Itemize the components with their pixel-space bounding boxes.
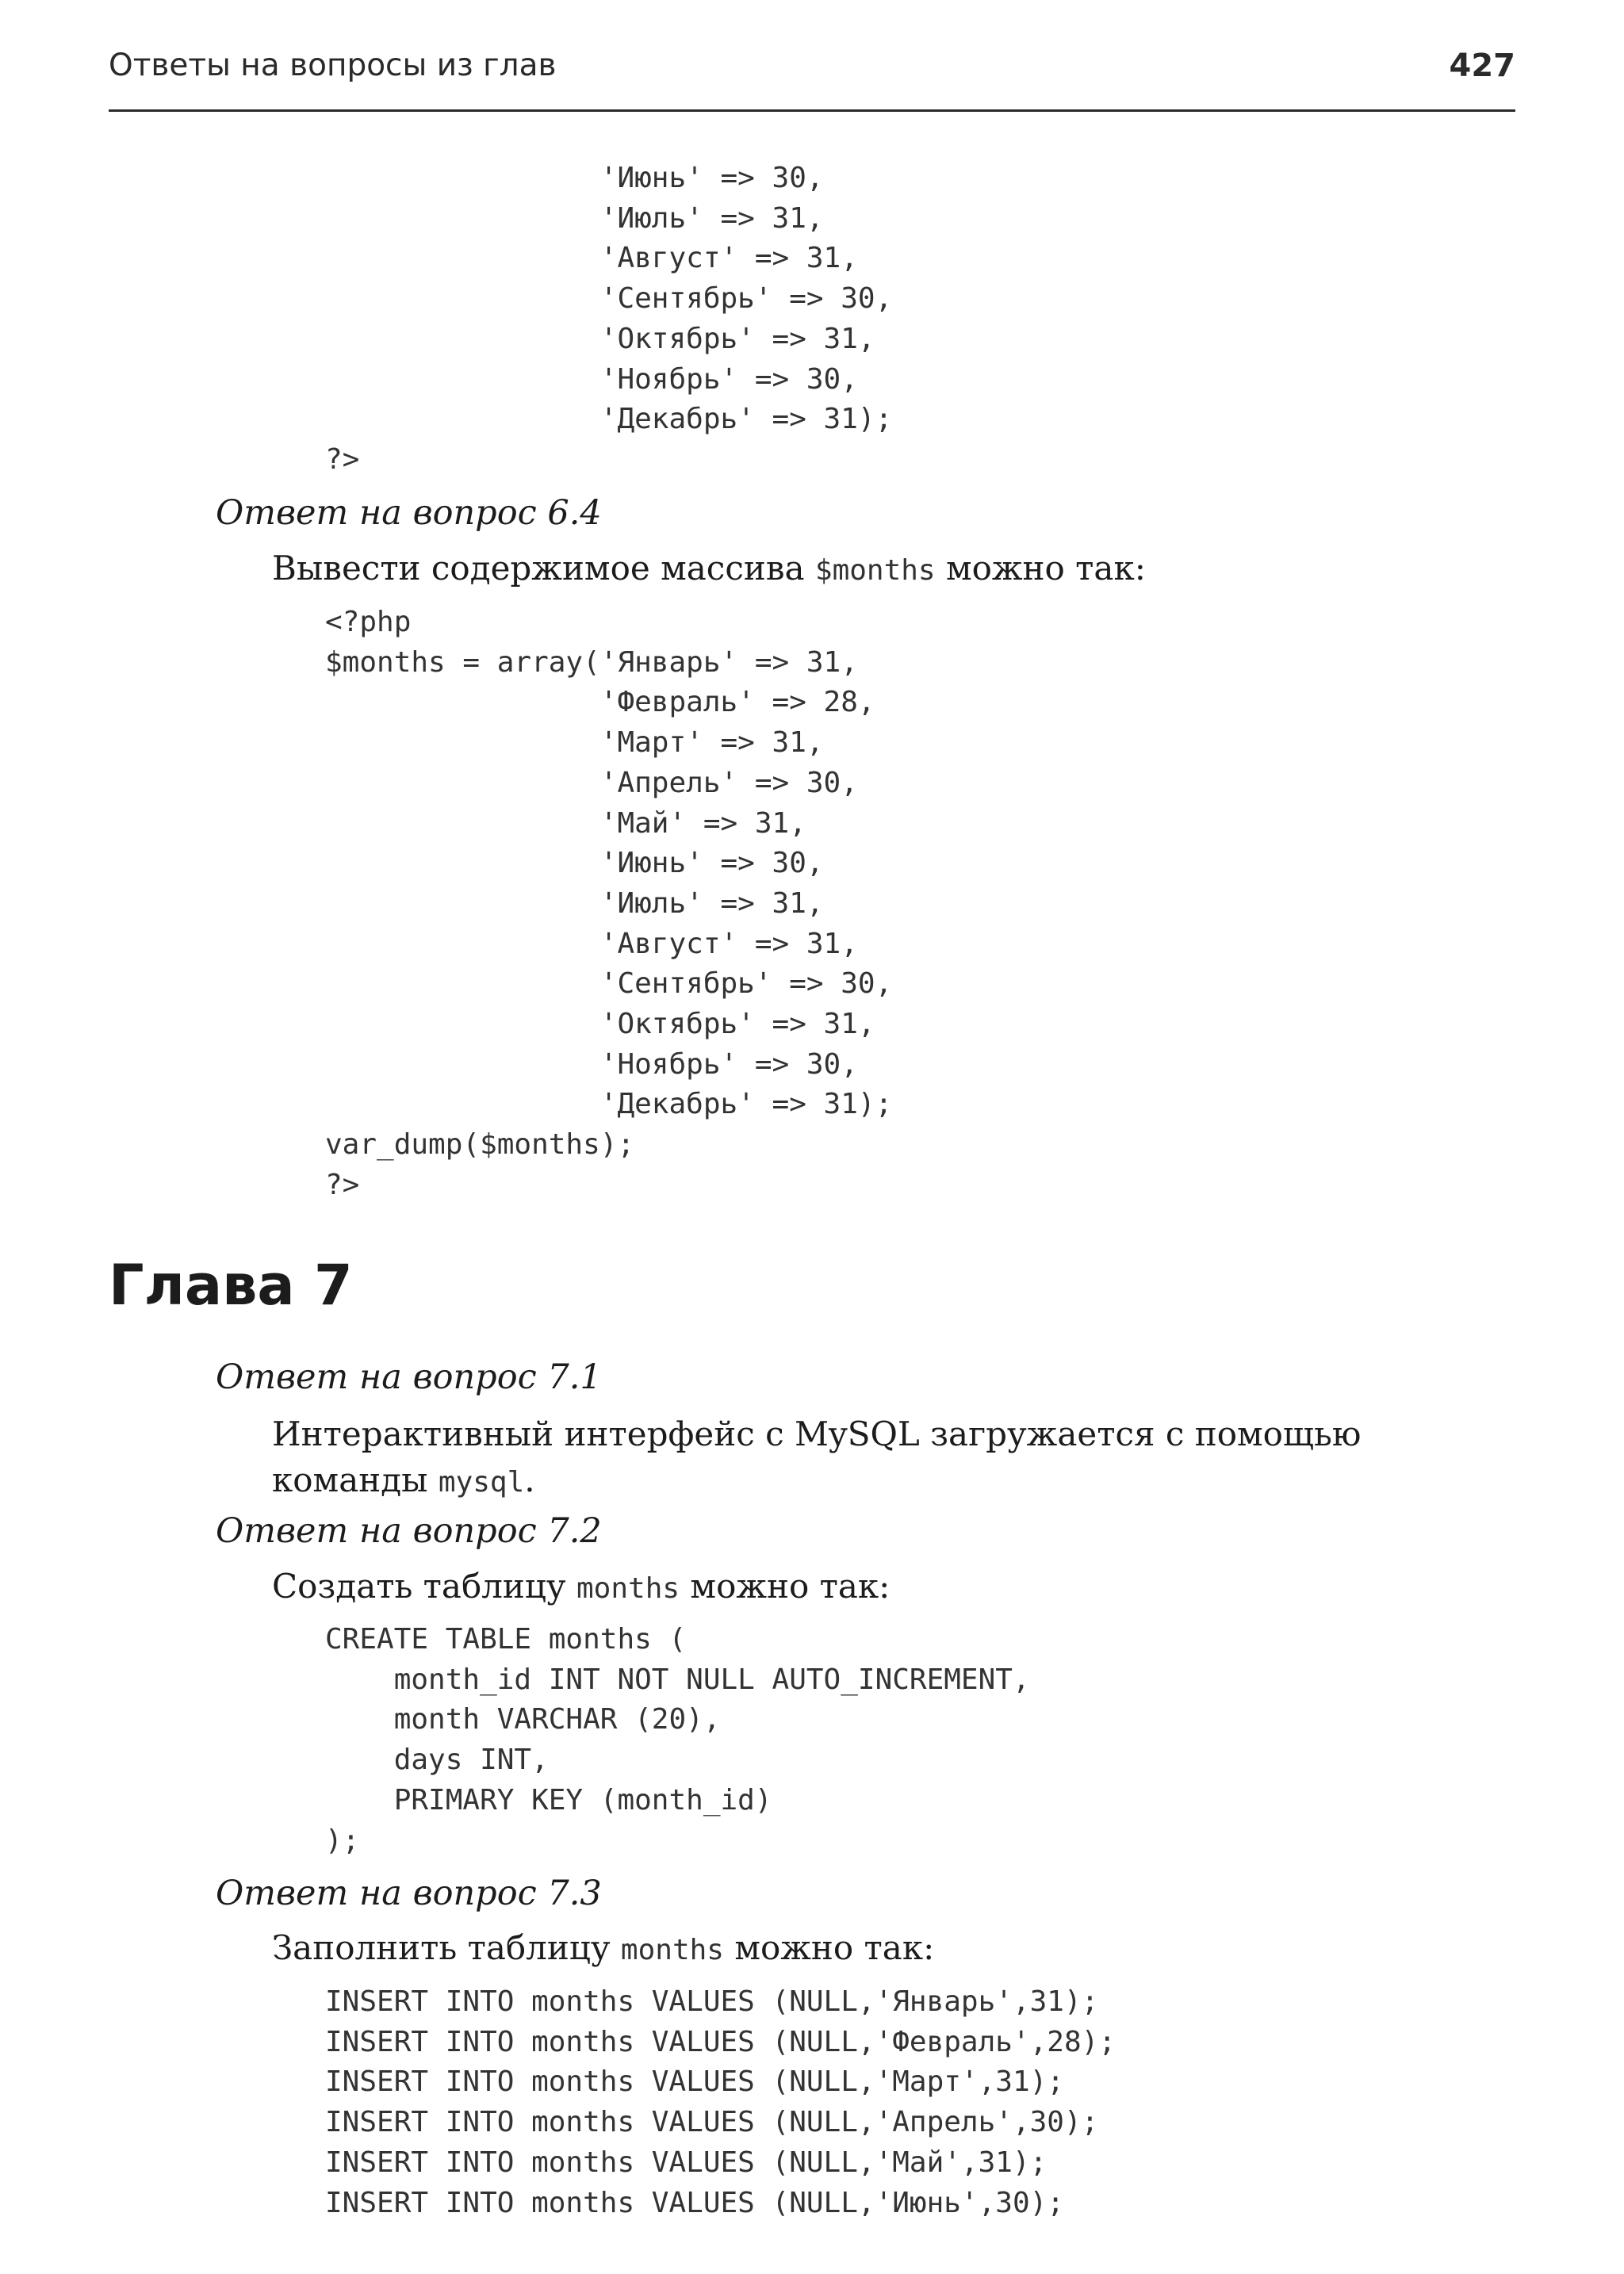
chapter-heading: Глава 7 <box>109 1253 353 1318</box>
running-title: Ответы на вопросы из глав <box>109 48 557 83</box>
answer-6-4-code: <?php $months = array('Январь' => 31, 'Февраль' => 28, 'Март' => 31, 'Апрель' => 30, 'Май' => 31, 'Июнь' => 30, 'Июль' => 31, 'Август' => 31, 'Сентябрь' => 30, 'Октябрь' => 31, 'Ноябрь' => 30, 'Декабрь' => 31); var_dump($months); ?> <box>325 606 893 1201</box>
answer-7-1-text: Интерактивный интерфейс с MySQL загружается с помощью команды mysql. <box>272 1415 1362 1499</box>
answer-7-2-code: CREATE TABLE months ( month_id INT NOT NULL AUTO_INCREMENT, month VARCHAR (20), days INT, PRIMARY KEY (month_id) ); <box>325 1623 1030 1857</box>
answer-7-3-title: Ответ на вопрос 7.3 <box>216 1874 602 1913</box>
answer-6-4-text: Вывести содержимое массива $months можно так: <box>272 549 1146 588</box>
answer-7-3-code: INSERT INTO months VALUES (NULL,'Январь',31); INSERT INTO months VALUES (NULL,'Февраль',28); INSERT INTO months VALUES (NULL,'Март',31); INSERT INTO months VALUES (NULL,'Апрель',30); INSERT INTO months VALUES (NULL,'Май',31); INSERT INTO months VALUES (NULL,'Июнь',30); <box>325 1985 1116 2219</box>
answer-7-2-title: Ответ на вопрос 7.2 <box>216 1511 602 1551</box>
page-number: 427 <box>1449 48 1515 84</box>
code-term: months <box>620 1934 724 1966</box>
code-term: months <box>576 1572 680 1605</box>
answer-6-4-title: Ответ на вопрос 6.4 <box>216 493 602 533</box>
code-term: mysql <box>438 1466 525 1499</box>
page-header <box>109 48 1515 112</box>
answer-7-2-text: Создать таблицу months можно так: <box>272 1567 891 1606</box>
answer-7-3-text: Заполнить таблицу months можно так: <box>272 1928 935 1967</box>
code-block-continued: 'Июнь' => 30, 'Июль' => 31, 'Август' => 31, 'Сентябрь' => 30, 'Октябрь' => 31, 'Ноябрь' => 30, 'Декабрь' => 31); ?> <box>325 162 893 476</box>
answer-7-1-title: Ответ на вопрос 7.1 <box>216 1357 602 1397</box>
code-term: $months <box>814 554 936 587</box>
